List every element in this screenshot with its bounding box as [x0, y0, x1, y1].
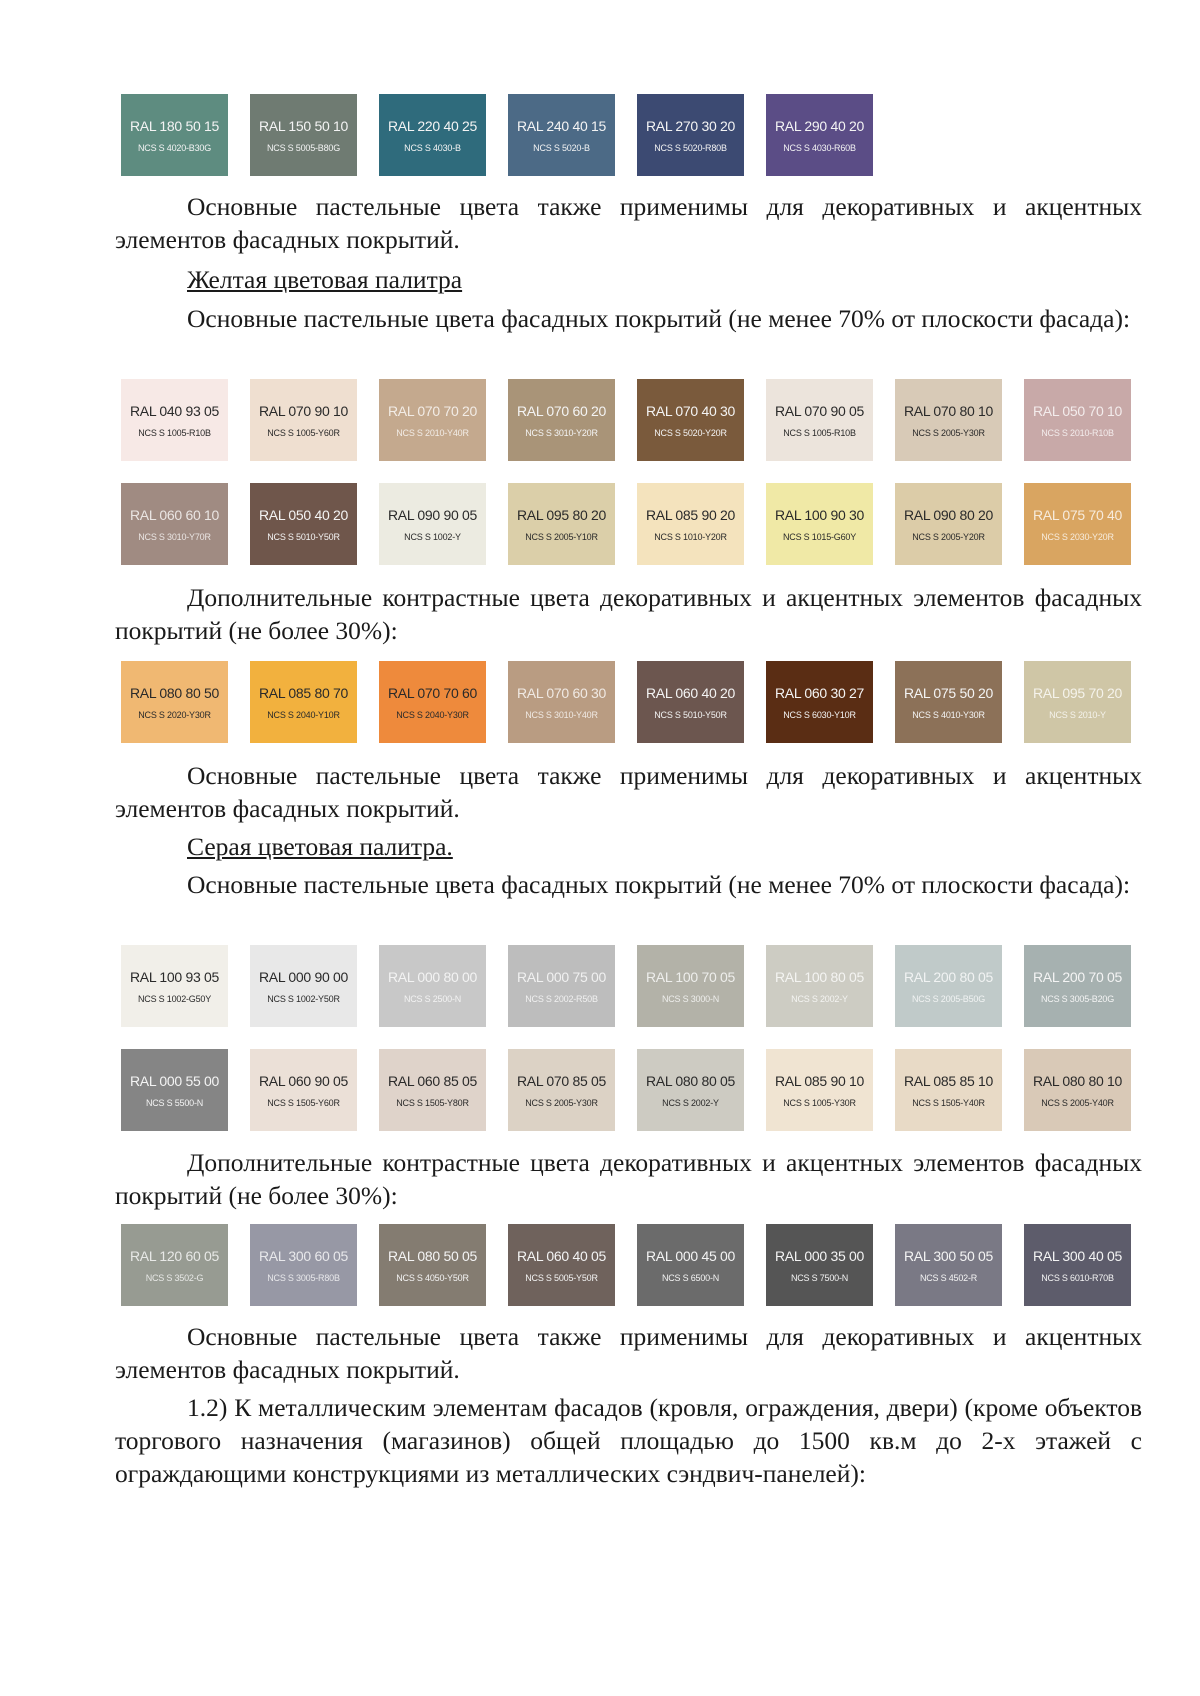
- color-swatch: [121, 661, 228, 743]
- ncs-code: NCS S 3502-G: [145, 1272, 204, 1283]
- ncs-code: NCS S 5020-Y20R: [654, 427, 727, 438]
- ral-code: RAL 000 75 00: [517, 968, 606, 985]
- ncs-code: NCS S 2010-R10B: [1041, 427, 1114, 438]
- ral-code: RAL 075 70 40: [1033, 506, 1122, 523]
- ncs-code: NCS S 1002-G50Y: [137, 993, 212, 1004]
- ral-code: RAL 000 55 00: [130, 1072, 219, 1089]
- ral-code: RAL 070 70 60: [388, 684, 477, 701]
- swatch-row-yellow-accent: [121, 661, 1153, 743]
- color-swatch: [250, 94, 357, 176]
- ral-code: RAL 070 60 20: [517, 402, 606, 419]
- ral-code: RAL 090 90 05: [388, 506, 477, 523]
- swatch-row-grey-accent: [121, 1224, 1153, 1306]
- ral-code: RAL 220 40 25: [388, 117, 477, 134]
- paragraph-7-text: Основные пастельные цвета также применимы для декоративных и акцентных элементов фасадных покрытий.: [115, 1322, 1142, 1384]
- color-swatch: [121, 1224, 228, 1306]
- ncs-code: NCS S 2040-Y30R: [396, 709, 469, 720]
- ral-code: RAL 070 40 30: [646, 402, 735, 419]
- color-swatch: [1024, 1049, 1131, 1131]
- paragraph-2: [115, 302, 1142, 335]
- color-swatch: [121, 483, 228, 565]
- color-swatch: [379, 94, 486, 176]
- color-swatch: [121, 379, 228, 461]
- ral-code: RAL 100 80 05: [775, 968, 864, 985]
- ncs-code: NCS S 4030-B: [404, 142, 461, 153]
- ral-code: RAL 060 85 05: [388, 1072, 477, 1089]
- color-swatch: [637, 945, 744, 1027]
- ncs-code: NCS S 2002-Y: [662, 1097, 719, 1108]
- color-swatch: [895, 1224, 1002, 1306]
- ral-code: RAL 060 30 27: [775, 684, 864, 701]
- paragraph-7: [115, 1320, 1142, 1386]
- color-swatch: [250, 1224, 357, 1306]
- ncs-code: NCS S 2005-Y30R: [525, 1097, 598, 1108]
- ncs-code: NCS S 3000-N: [661, 993, 720, 1004]
- ncs-code: NCS S 1005-Y30R: [783, 1097, 856, 1108]
- ral-code: RAL 085 80 70: [259, 684, 348, 701]
- ral-code: RAL 070 60 30: [517, 684, 606, 701]
- color-swatch: [379, 945, 486, 1027]
- color-swatch: [637, 483, 744, 565]
- swatch-row-top: [121, 94, 895, 176]
- ncs-code: NCS S 2020-Y30R: [138, 709, 211, 720]
- ncs-code: NCS S 2010-Y40R: [396, 427, 469, 438]
- color-swatch: [1024, 661, 1131, 743]
- color-swatch: [121, 94, 228, 176]
- ncs-code: NCS S 4502-R: [919, 1272, 978, 1283]
- ncs-code: NCS S 2500-N: [403, 993, 462, 1004]
- ral-code: RAL 075 50 20: [904, 684, 993, 701]
- color-swatch: [895, 1049, 1002, 1131]
- color-swatch: [1024, 1224, 1131, 1306]
- paragraph-5-text: Основные пастельные цвета фасадных покрытий (не менее 70% от плоскости фасада):: [187, 870, 1131, 899]
- ral-code: RAL 200 80 05: [904, 968, 993, 985]
- ncs-code: NCS S 2005-B50G: [911, 993, 986, 1004]
- ral-code: RAL 000 35 00: [775, 1247, 864, 1264]
- ncs-code: NCS S 6500-N: [661, 1272, 720, 1283]
- ral-code: RAL 300 50 05: [904, 1247, 993, 1264]
- ral-code: RAL 120 60 05: [130, 1247, 219, 1264]
- color-swatch: [766, 1049, 873, 1131]
- ncs-code: NCS S 5005-B80G: [266, 142, 341, 153]
- ncs-code: NCS S 6010-R70B: [1041, 1272, 1114, 1283]
- ral-code: RAL 000 80 00: [388, 968, 477, 985]
- paragraph-6-text: Дополнительные контрастные цвета декоративных и акцентных элементов фасадных покрытий (не более 30%):: [115, 1148, 1142, 1210]
- paragraph-3: [115, 581, 1142, 647]
- ncs-code: NCS S 2002-Y: [791, 993, 848, 1004]
- ral-code: RAL 060 40 20: [646, 684, 735, 701]
- color-swatch: [766, 483, 873, 565]
- color-swatch: [121, 1049, 228, 1131]
- color-swatch: [508, 483, 615, 565]
- color-swatch: [637, 1049, 744, 1131]
- ncs-code: NCS S 7500-N: [790, 1272, 849, 1283]
- ral-code: RAL 200 70 05: [1033, 968, 1122, 985]
- ncs-code: NCS S 1002-Y50R: [267, 993, 340, 1004]
- color-swatch: [766, 94, 873, 176]
- ral-code: RAL 080 80 10: [1033, 1072, 1122, 1089]
- ncs-code: NCS S 3010-Y70R: [138, 531, 211, 542]
- paragraph-3-text: Дополнительные контрастные цвета декоративных и акцентных элементов фасадных покрытий (не более 30%):: [115, 583, 1142, 645]
- ral-code: RAL 100 70 05: [646, 968, 735, 985]
- ral-code: RAL 085 90 10: [775, 1072, 864, 1089]
- ncs-code: NCS S 1010-Y20R: [654, 531, 727, 542]
- swatch-row-yellow-main-1: [121, 379, 1153, 461]
- ral-code: RAL 070 90 10: [259, 402, 348, 419]
- swatch-row-grey-main-1: [121, 945, 1153, 1027]
- ncs-code: NCS S 4050-Y50R: [396, 1272, 469, 1283]
- color-swatch: [766, 379, 873, 461]
- ral-code: RAL 180 50 15: [130, 117, 219, 134]
- ncs-code: NCS S 3010-Y20R: [525, 427, 598, 438]
- ral-code: RAL 290 40 20: [775, 117, 864, 134]
- ncs-code: NCS S 1002-Y: [404, 531, 461, 542]
- color-swatch: [379, 661, 486, 743]
- ral-code: RAL 270 30 20: [646, 117, 735, 134]
- ncs-code: NCS S 2005-Y30R: [912, 427, 985, 438]
- ral-code: RAL 080 80 05: [646, 1072, 735, 1089]
- ncs-code: NCS S 2005-Y40R: [1041, 1097, 1114, 1108]
- ral-code: RAL 060 40 05: [517, 1247, 606, 1264]
- ncs-code: NCS S 2005-Y20R: [912, 531, 985, 542]
- color-swatch: [637, 661, 744, 743]
- paragraph-4: [115, 759, 1142, 825]
- color-swatch: [1024, 945, 1131, 1027]
- ncs-code: NCS S 3010-Y40R: [525, 709, 598, 720]
- paragraph-6: [115, 1146, 1142, 1212]
- paragraph-5: [115, 868, 1142, 901]
- ral-code: RAL 095 70 20: [1033, 684, 1122, 701]
- heading-yellow-palette: Желтая цветовая палитра: [187, 265, 463, 294]
- ncs-code: NCS S 2005-Y10R: [525, 531, 598, 542]
- ncs-code: NCS S 5500-N: [145, 1097, 204, 1108]
- ncs-code: NCS S 5005-Y50R: [525, 1272, 598, 1283]
- ral-code: RAL 050 70 10: [1033, 402, 1122, 419]
- ncs-code: NCS S 3005-B20G: [1040, 993, 1115, 1004]
- ncs-code: NCS S 4020-B30G: [137, 142, 212, 153]
- color-swatch: [766, 945, 873, 1027]
- ral-code: RAL 050 40 20: [259, 506, 348, 523]
- ncs-code: NCS S 4010-Y30R: [912, 709, 985, 720]
- ral-code: RAL 070 85 05: [517, 1072, 606, 1089]
- ncs-code: NCS S 5010-Y50R: [267, 531, 340, 542]
- color-swatch: [508, 1224, 615, 1306]
- ncs-code: NCS S 6030-Y10R: [783, 709, 856, 720]
- color-swatch: [250, 483, 357, 565]
- color-swatch: [766, 661, 873, 743]
- ral-code: RAL 060 90 05: [259, 1072, 348, 1089]
- ral-code: RAL 080 80 50: [130, 684, 219, 701]
- ncs-code: NCS S 2010-Y: [1049, 709, 1106, 720]
- ral-code: RAL 080 50 05: [388, 1247, 477, 1264]
- ncs-code: NCS S 1005-Y60R: [267, 427, 340, 438]
- color-swatch: [250, 945, 357, 1027]
- ral-code: RAL 070 70 20: [388, 402, 477, 419]
- ral-code: RAL 100 93 05: [130, 968, 219, 985]
- color-swatch: [508, 661, 615, 743]
- color-swatch: [895, 379, 1002, 461]
- ncs-code: NCS S 5020-B: [533, 142, 590, 153]
- color-swatch: [508, 1049, 615, 1131]
- ral-code: RAL 300 60 05: [259, 1247, 348, 1264]
- ncs-code: NCS S 3005-R80B: [267, 1272, 340, 1283]
- ral-code: RAL 100 90 30: [775, 506, 864, 523]
- ral-code: RAL 240 40 15: [517, 117, 606, 134]
- swatch-row-grey-main-2: [121, 1049, 1153, 1131]
- paragraph-4-text: Основные пастельные цвета также применимы для декоративных и акцентных элементов фасадных покрытий.: [115, 761, 1142, 823]
- ncs-code: NCS S 5010-Y50R: [654, 709, 727, 720]
- paragraph-8-text: 1.2) К металлическим элементам фасадов (кровля, ограждения, двери) (кроме объектов торгового назначения (магазинов) общей площадью до 1500 кв.м до 2-х этажей с ограждающими конструкциями из металлических сэндвич-панелей):: [115, 1393, 1142, 1488]
- ral-code: RAL 085 90 20: [646, 506, 735, 523]
- color-swatch: [250, 661, 357, 743]
- color-swatch: [379, 1049, 486, 1131]
- color-swatch: [379, 483, 486, 565]
- color-swatch: [895, 945, 1002, 1027]
- color-swatch: [637, 379, 744, 461]
- ral-code: RAL 300 40 05: [1033, 1247, 1122, 1264]
- ncs-code: NCS S 1015-G60Y: [782, 531, 857, 542]
- ral-code: RAL 000 45 00: [646, 1247, 735, 1264]
- ral-code: RAL 070 80 10: [904, 402, 993, 419]
- ral-code: RAL 000 90 00: [259, 968, 348, 985]
- ral-code: RAL 060 60 10: [130, 506, 219, 523]
- color-swatch: [1024, 483, 1131, 565]
- color-swatch: [895, 483, 1002, 565]
- ncs-code: NCS S 1005-R10B: [783, 427, 856, 438]
- color-swatch: [508, 379, 615, 461]
- ral-code: RAL 095 80 20: [517, 506, 606, 523]
- ncs-code: NCS S 4030-R60B: [783, 142, 856, 153]
- ncs-code: NCS S 1505-Y60R: [267, 1097, 340, 1108]
- paragraph-1-text: Основные пастельные цвета также применимы для декоративных и акцентных элементов фасадных покрытий.: [115, 192, 1142, 254]
- color-swatch: [379, 1224, 486, 1306]
- color-swatch: [766, 1224, 873, 1306]
- ral-code: RAL 070 90 05: [775, 402, 864, 419]
- color-swatch: [508, 94, 615, 176]
- ral-code: RAL 090 80 20: [904, 506, 993, 523]
- color-swatch: [637, 94, 744, 176]
- paragraph-1: [115, 190, 1142, 256]
- color-swatch: [121, 945, 228, 1027]
- color-swatch: [250, 1049, 357, 1131]
- paragraph-8: [115, 1391, 1142, 1490]
- ncs-code: NCS S 2040-Y10R: [267, 709, 340, 720]
- color-swatch: [508, 945, 615, 1027]
- paragraph-2-text: Основные пастельные цвета фасадных покрытий (не менее 70% от плоскости фасада):: [187, 304, 1131, 333]
- ncs-code: NCS S 1005-R10B: [138, 427, 211, 438]
- color-swatch: [379, 379, 486, 461]
- ncs-code: NCS S 2030-Y20R: [1041, 531, 1114, 542]
- ral-code: RAL 085 85 10: [904, 1072, 993, 1089]
- ncs-code: NCS S 2002-R50B: [525, 993, 598, 1004]
- ral-code: RAL 150 50 10: [259, 117, 348, 134]
- color-swatch: [1024, 379, 1131, 461]
- ral-code: RAL 040 93 05: [130, 402, 219, 419]
- color-swatch: [250, 379, 357, 461]
- ncs-code: NCS S 1505-Y40R: [912, 1097, 985, 1108]
- ncs-code: NCS S 5020-R80B: [654, 142, 727, 153]
- swatch-row-yellow-main-2: [121, 483, 1153, 565]
- color-swatch: [895, 661, 1002, 743]
- ncs-code: NCS S 1505-Y80R: [396, 1097, 469, 1108]
- color-swatch: [637, 1224, 744, 1306]
- heading-grey-palette: Серая цветовая палитра.: [187, 832, 453, 861]
